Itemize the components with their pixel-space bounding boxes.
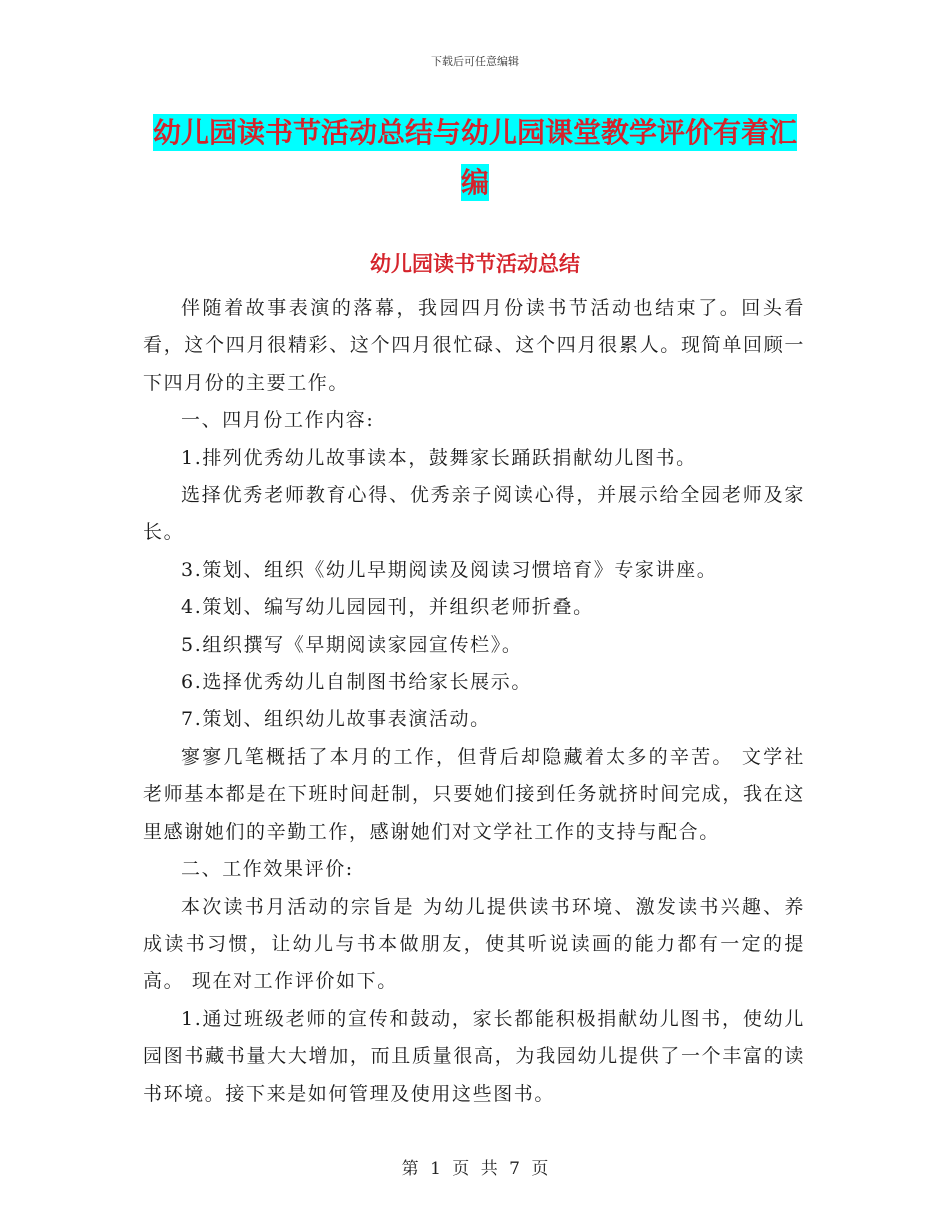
document-title: [0, 108, 950, 208]
paragraph: 寥寥几笔概括了本月的工作，但背后却隐藏着太多的辛苦。 文学社老师基本都是在下班时间赶制，只要她们接到任务就挤时间完成，我在这里感谢她们的辛勤工作，感谢她们对文学社工作的支持与配合。: [143, 745, 805, 843]
paragraph: 1.通过班级老师的宣传和鼓动，家长都能积极捐献幼儿图书，使幼儿园图书藏书量大大增加，而且质量很高，为我园幼儿提供了一个丰富的读书环境。接下来是如何管理及使用这些图书。: [143, 1007, 805, 1105]
paragraph: 6.选择优秀幼儿自制图书给家长展示。: [181, 671, 532, 694]
page-footer: 第 1 页 共 7 页: [401, 1159, 549, 1179]
header-note: 下载后可任意编辑: [431, 55, 519, 68]
paragraph: 伴随着故事表演的落幕，我园四月份读书节活动也结束了。回头看看，这个四月很精彩、这个四月很忙碌、这个四月很累人。现简单回顾一下四月份的主要工作。: [143, 297, 805, 394]
body-text: [143, 290, 805, 1113]
paragraph: 7.策划、组织幼儿故事表演活动。: [181, 708, 491, 731]
paragraph: 5.组织撰写《早期阅读家园宣传栏》。: [181, 633, 523, 656]
title-line-1: 幼儿园读书节活动总结与幼儿园课堂教学评价有着汇: [152, 116, 797, 149]
paragraph: 3.策划、组织《幼儿早期阅读及阅读习惯培育》专家讲座。: [181, 558, 718, 581]
paragraph: 4.策划、编写幼儿园园刊，并组织老师折叠。: [181, 596, 594, 619]
title-line-2: 编: [460, 166, 489, 199]
paragraph: 本次读书月活动的宗旨是 为幼儿提供读书环境、激发读书兴趣、养成读书习惯，让幼儿与书本做朋友，使其听说读画的能力都有一定的提高。 现在对工作评价如下。: [143, 895, 805, 993]
paragraph: 一、四月份工作内容:: [181, 409, 375, 432]
paragraph: 二、工作效果评价:: [181, 858, 354, 881]
section-title: 幼儿园读书节活动总结: [370, 252, 580, 276]
paragraph: 1.排列优秀幼儿故事读本，鼓舞家长踊跃捐献幼儿图书。: [181, 446, 697, 469]
paragraph: 选择优秀老师教育心得、优秀亲子阅读心得，并展示给全园老师及家长。: [143, 484, 805, 544]
